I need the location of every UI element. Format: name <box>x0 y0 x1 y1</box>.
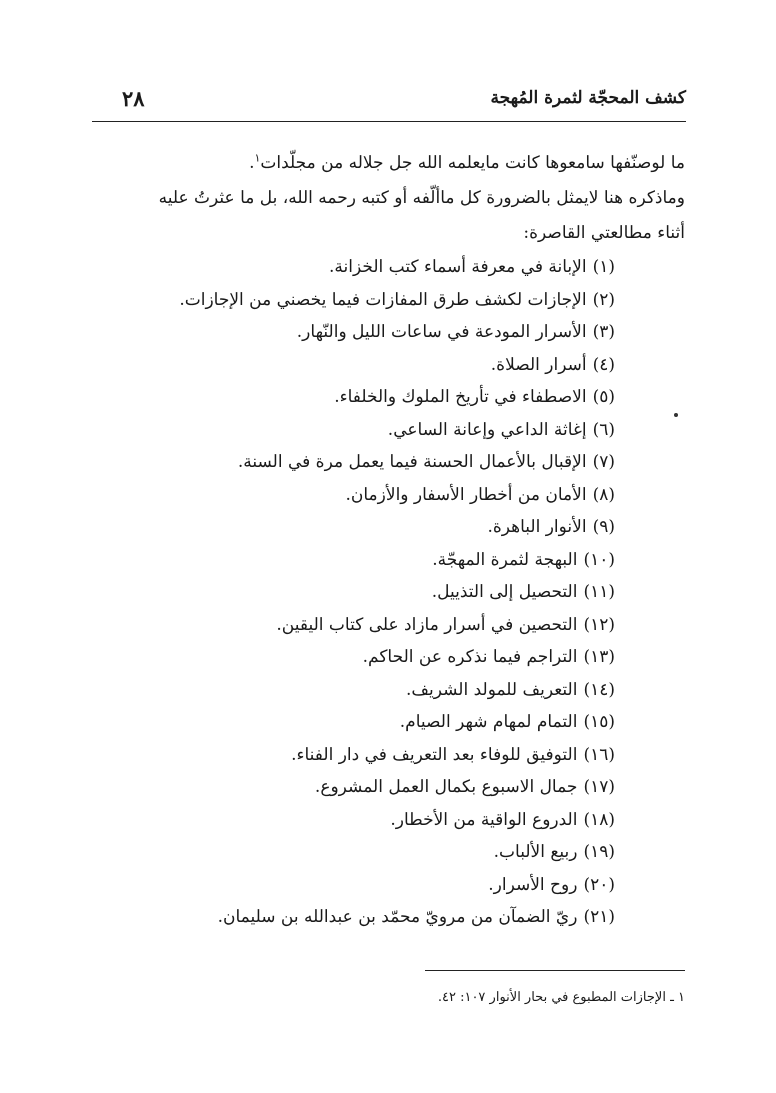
main-text <box>125 146 685 934</box>
list-item: (٦)إغاثة الداعي وإعانة الساعي. <box>387 419 615 440</box>
running-title: كشف المحجّة لثمرة المُهجة <box>490 88 686 108</box>
footnote-reference: ١ <box>254 151 261 165</box>
works-list <box>125 251 685 934</box>
list-item: (٨)الأمان من أخطار الأسفار والأزمان. <box>345 484 615 505</box>
list-item: (٣)الأسرار المودعة في ساعات الليل والنّهار. <box>296 322 615 342</box>
list-item: (٥)الاصطفاء في تأريخ الملوك والخلفاء. <box>334 387 615 407</box>
list-item: (١٩)ربيع الألباب. <box>493 842 615 862</box>
list-item: (١١)التحصيل إلى التذييل. <box>431 582 615 602</box>
list-item: (١٠)البهجة لثمرة المهجّة. <box>432 549 615 570</box>
list-item: (١٦)التوفيق للوفاء بعد التعريف في دار الفناء. <box>291 744 615 765</box>
intro-line-3: أثناء مطالعتي القاصرة: <box>523 223 685 243</box>
list-item: (٢١)ريّ الضمآن من مرويّ محمّد بن عبدالله بن سليمان. <box>217 907 615 927</box>
list-item: (٩)الأنوار الباهرة. <box>487 517 615 537</box>
page-header <box>92 86 686 116</box>
list-item: (٢٠)روح الأسرار. <box>488 874 615 895</box>
list-item: (١٧)جمال الاسبوع بكمال العمل المشروع. <box>314 777 615 797</box>
footnote: ١ ـ الإجازات المطبوع في بحار الأنوار ١٠٧: ٤٢. <box>437 990 685 1005</box>
list-item: (١)الإبانة في معرفة أسماء كتب الخزانة. <box>329 257 615 277</box>
list-item: (١٥)التمام لمهام شهر الصيام. <box>399 712 615 732</box>
footnote-divider <box>425 970 685 971</box>
intro-line-1: ما لوصنّفها سامعوها كانت مايعلمه الله جل جلاله من مجلّدات$^١$. <box>249 151 685 173</box>
list-item: (١٣)التراجم فيما نذكره عن الحاكم. <box>362 647 615 667</box>
list-item: (١٤)التعريف للمولد الشريف. <box>406 679 615 700</box>
list-item: (١٢)التحصين في أسرار مازاد على كتاب اليقين. <box>276 614 615 635</box>
list-item: (٢)الإجازات لكشف طرق المفازات فيما يخصني من الإجازات. <box>179 289 615 310</box>
intro-line-2: وماذكره هنا لايمثل بالضرورة كل ماألّفه أو كتبه رحمه الله، بل ما عثرتُ عليه <box>158 188 685 208</box>
header-divider <box>92 121 686 122</box>
page-number: ٢٨ <box>122 86 145 111</box>
list-item: (٤)أسرار الصلاة. <box>490 354 615 375</box>
list-item: (١٨)الدروع الواقية من الأخطار. <box>390 809 615 830</box>
list-item: (٧)الإقبال بالأعمال الحسنة فيما يعمل مرة في السنة. <box>237 452 615 472</box>
ink-dot <box>674 413 678 417</box>
